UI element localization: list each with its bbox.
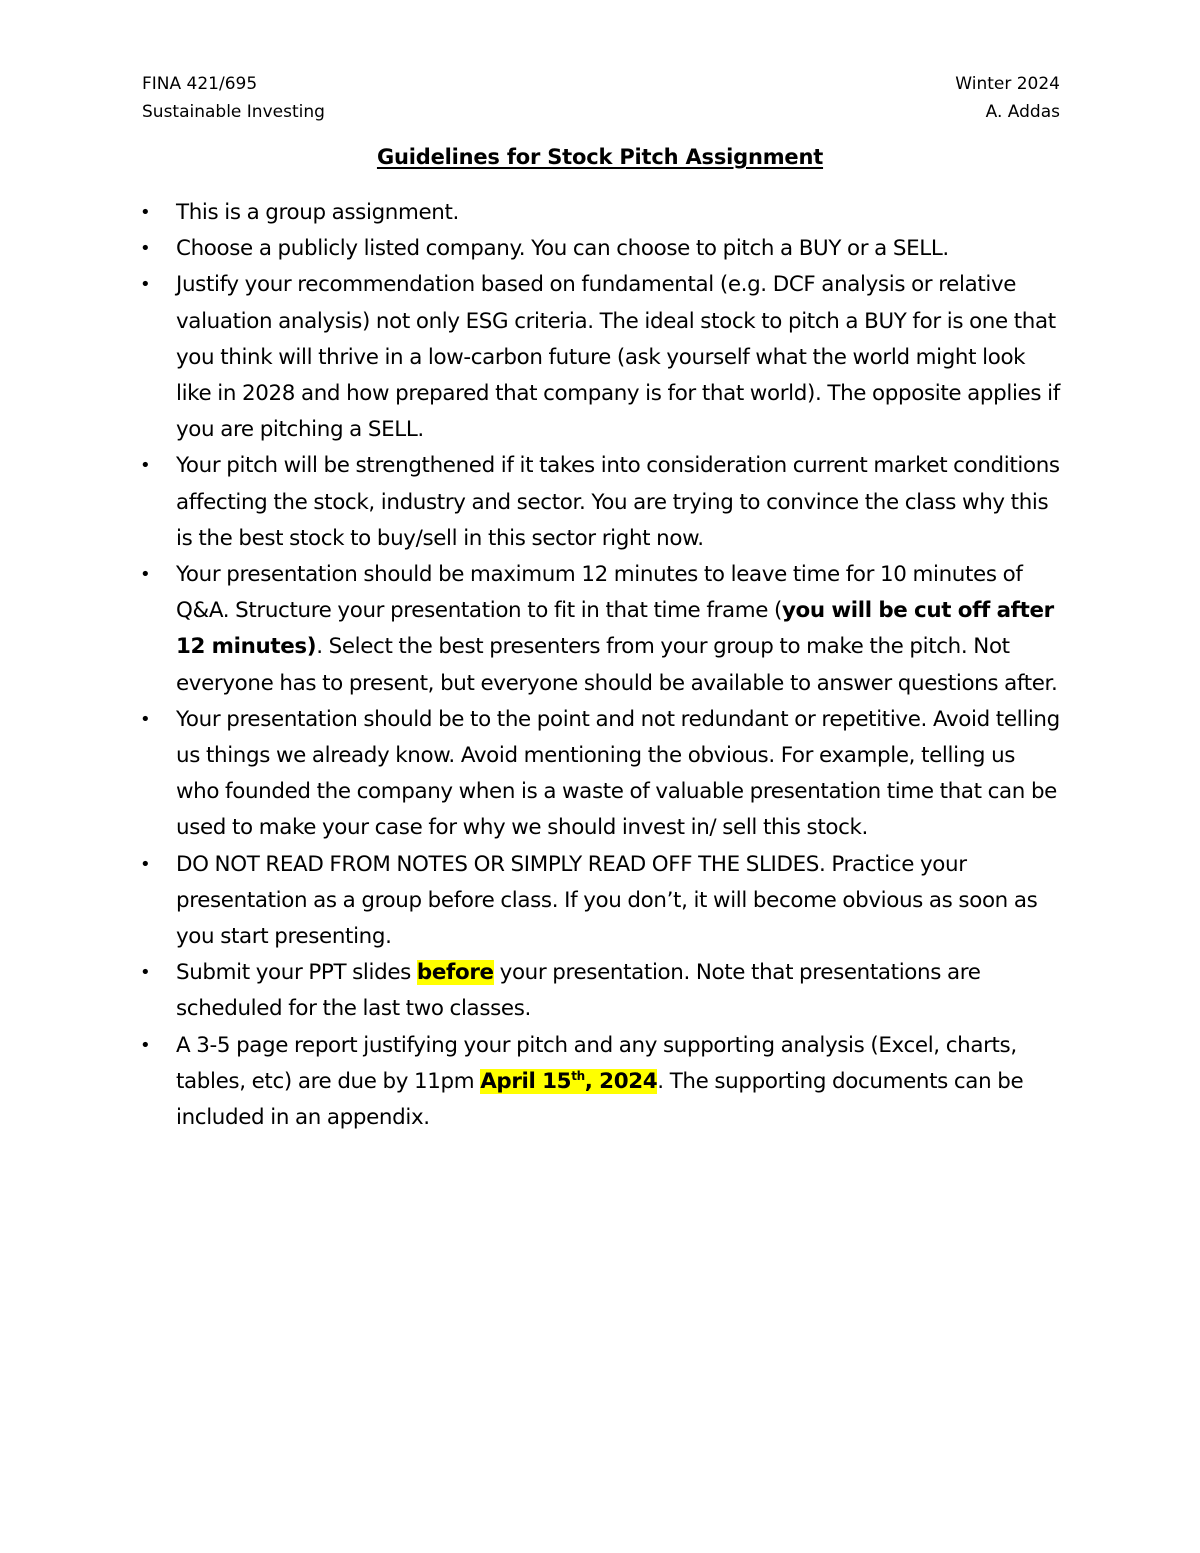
bullet-icon: • [140,853,151,875]
course-name: Sustainable Investing [142,102,325,122]
bullet-icon: • [140,1034,151,1056]
course-code: FINA 421/695 [142,74,258,94]
bullet-text: Submit your PPT slides [176,960,417,986]
list-item [140,267,1060,448]
bullet-text: . Select the best presenters from your group to make the pitch. Not everyone has to present, but everyone should be available to answer questions after. [176,634,1058,696]
guideline-list [140,195,1060,1136]
list-item [140,955,1060,1027]
term: Winter 2024 [955,74,1060,94]
bold-warning: you will be cut off after 12 minutes) [176,598,1054,660]
bullet-text: Choose a publicly listed company. You can choose to pitch a BUY or a SELL. [176,236,949,262]
bullet-icon: • [140,455,151,477]
bullet-icon: • [140,564,151,586]
bullet-icon: • [140,962,151,984]
list-item [140,448,1060,557]
bullet-text: your presentation. Note that presentations are scheduled for the last two classes. [176,960,981,1022]
list-item [140,231,1060,267]
list-item [140,702,1060,847]
due-date-main: April 15 [480,1068,572,1094]
header-row-1 [142,70,1060,98]
highlighted-before: before [416,960,494,986]
bullet-icon: • [140,202,151,223]
list-item [140,847,1060,956]
due-date-highlight [480,1069,657,1094]
page-header [142,70,1060,126]
bullet-text: DO NOT READ FROM NOTES OR SIMPLY READ OFF THE SLIDES. Practice your presentation as a group before class. If you don’t, it will become obvious as soon as you start presenting. [176,851,1038,950]
bullet-text: Your presentation should be maximum 12 minutes to leave time for 10 minutes of Q&A. Structure your presentation to fit in that time frame ( [176,562,1023,624]
bullet-text: . The supporting documents can be included in an appendix. [176,1068,1024,1131]
instructor: A. Addas [985,102,1060,122]
bullet-icon: • [140,708,151,730]
list-item [140,557,1060,702]
page-title: Guidelines for Stock Pitch Assignment [376,145,824,169]
due-date-suffix: th [571,1068,585,1083]
bullet-text: A 3-5 page report justifying your pitch and any supporting analysis (Excel, charts, tables, etc) are due by 11pm [176,1032,1017,1094]
bullet-icon: • [140,274,151,296]
bullet-text: Justify your recommendation based on fundamental (e.g. DCF analysis or relative valuation analysis) not only ESG criteria. The ideal stock to pitch a BUY for is one that you think will thrive in a low-carbon future (ask yourself what the world might look like in 2028 and how prepared that company is for that world). The opposite applies if you are pitching a SELL. [176,272,1060,443]
list-item [140,195,1060,231]
list-item [140,1028,1060,1137]
header-row-2 [142,98,1060,126]
bullet-text: Your presentation should be to the point and not redundant or repetitive. Avoid telling us things we already know. Avoid mentioning the obvious. For example, telling us who founded the company when is a waste of valuable presentation time that can be used to make your case for why we should invest in/ sell this stock. [176,706,1060,841]
bullet-text: Your pitch will be strengthened if it takes into consideration current market conditions affecting the stock, industry and sector. You are trying to convince the class why this is the best stock to buy/sell in this sector right now. [176,453,1060,551]
bullet-icon: • [140,238,151,260]
due-date-year: , 2024 [584,1068,658,1094]
bullet-text: This is a group assignment. [176,200,459,225]
